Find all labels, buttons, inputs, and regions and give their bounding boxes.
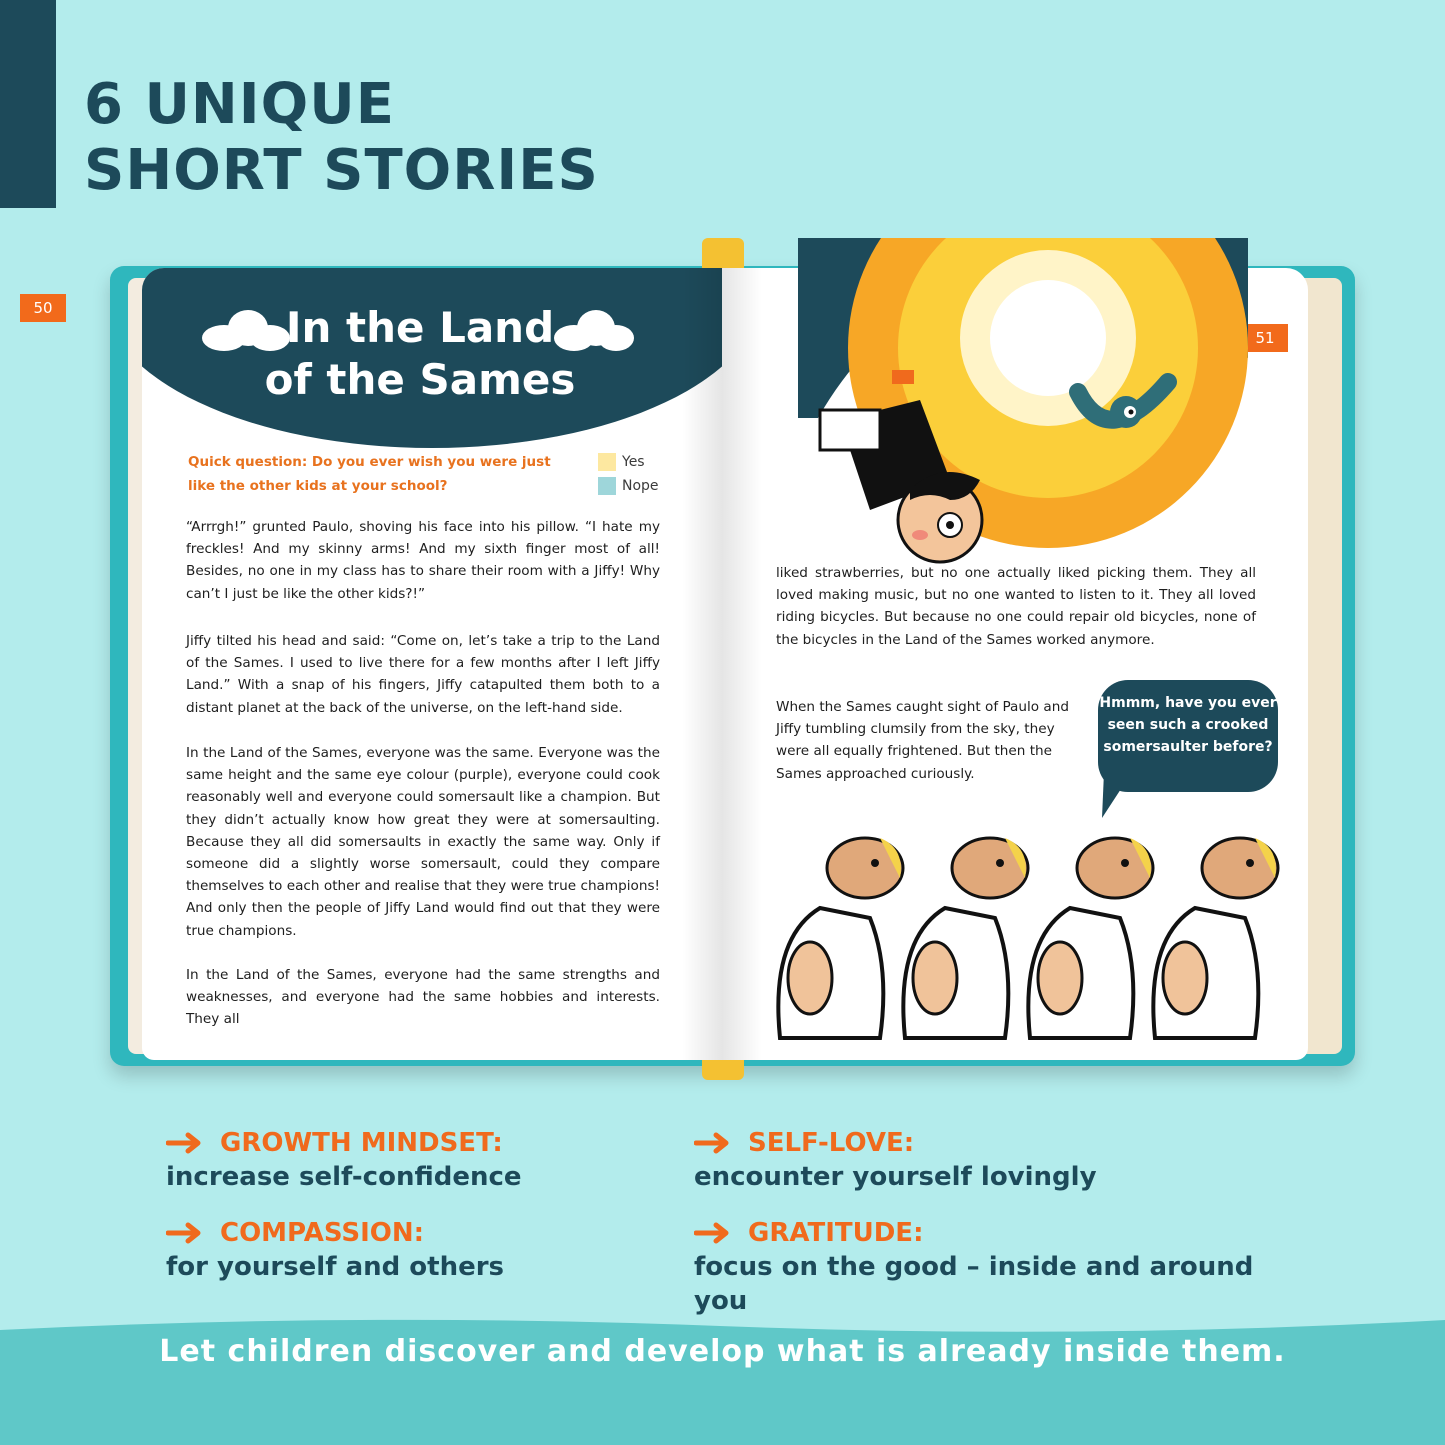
pillar-title: SELF-LOVE: [748, 1128, 915, 1158]
story-title-line-1: In the Land [285, 303, 555, 352]
right-gutter-shadow [722, 268, 762, 1060]
pillar-title: GRATITUDE: [748, 1218, 924, 1248]
headline-line-2: SHORT STORIES [84, 138, 599, 203]
arrow-right-icon [694, 1131, 738, 1155]
story-title [250, 302, 590, 406]
arrow-right-icon [166, 1221, 210, 1245]
pillar-description: focus on the good – inside and around you [694, 1252, 1254, 1316]
pillar-self-love [694, 1126, 1254, 1194]
pillar-description: increase self-confidence [166, 1162, 522, 1192]
story-paragraph: liked strawberries, but no one actually liked picking them. They all loved making music, but no one wanted to listen to it. They all loved riding bicycles. But because no one could repair old bicycles, none of the bicycles in the Land of the Sames worked anymore. [776, 565, 1256, 648]
sames-figures-illustration [770, 818, 1290, 1048]
arrow-right-icon [694, 1221, 738, 1245]
footer-band [0, 1312, 1445, 1445]
footer-tagline: Let children discover and develop what is already inside them. [159, 1334, 1286, 1369]
paulo-falling-illustration [800, 350, 1000, 580]
answer-options [598, 450, 659, 498]
pillar-compassion [166, 1216, 726, 1284]
arrow-right-icon [166, 1131, 210, 1155]
quick-question: Quick question: Do you ever wish you were just like the other kids at your school? [188, 454, 551, 494]
corner-accent-bar [0, 0, 56, 208]
pillar-growth-mindset [166, 1126, 726, 1194]
option-nope[interactable] [598, 474, 659, 498]
left-gutter-shadow [682, 268, 722, 1060]
story-paragraph: In the Land of the Sames, everyone had the same strengths and weaknesses, and everyone had the same hobbies and interests. They all [186, 967, 660, 1028]
pillar-title: GROWTH MINDSET: [220, 1128, 503, 1158]
page-number-left: 50 [20, 294, 66, 322]
yes-checkbox-icon[interactable] [598, 453, 616, 471]
option-yes[interactable] [598, 450, 659, 474]
headline-line-1: 6 UNIQUE [84, 72, 395, 137]
nope-checkbox-icon[interactable] [598, 477, 616, 495]
story-paragraph: Jiffy tilted his head and said: “Come on, let’s take a trip to the Land of the Sames. I used to live there for a few months after I left Jiffy Land.” With a snap of his fingers, Jiffy catapulted them both to a distant planet at the back of the universe, on the left-hand side. [186, 633, 660, 716]
speech-bubble-tail [1098, 772, 1138, 820]
pillar-description: encounter yourself lovingly [694, 1162, 1097, 1192]
option-nope-label: Nope [622, 478, 659, 494]
pillar-title: COMPASSION: [220, 1218, 425, 1248]
headline [84, 72, 599, 204]
option-yes-label: Yes [622, 454, 645, 470]
story-paragraph: In the Land of the Sames, everyone was the same. Everyone was the same height and the same eye colour (purple), everyone could cook reasonably well and everyone could somersault like a champion. But they didn’t actually know how great they were at somersaulting. Because they all did somersaults in exactly the same way. Only if someone did a slightly worse somersault, could they compare themselves to each other and realise that they were true champions! And only then the people of Jiffy Land would find out that they were true champions. [186, 745, 660, 939]
page-number-right: 51 [1242, 324, 1288, 352]
pillar-description: for yourself and others [166, 1252, 505, 1282]
benefit-pillars [166, 1126, 1346, 1316]
story-paragraph: “Arrrgh!” grunted Paulo, shoving his face into his pillow. “I hate my freckles! And my skinny arms! And my sixth finger most of all! Besides, no one in my class has to share their room with a Jiffy! Why can’t I just be like the other kids?!” [186, 519, 660, 602]
story-paragraph: When the Sames caught sight of Paulo and Jiffy tumbling clumsily from the sky, they were all equally frightened. But then the Sames approached curiously. [776, 699, 1069, 782]
jiffy-creature-illustration [1068, 372, 1178, 462]
pillar-gratitude [694, 1216, 1254, 1318]
speech-bubble: Hmmm, have you ever seen such a crooked somersaulter before? [1098, 680, 1278, 792]
story-title-line-2: of the Sames [264, 355, 576, 404]
